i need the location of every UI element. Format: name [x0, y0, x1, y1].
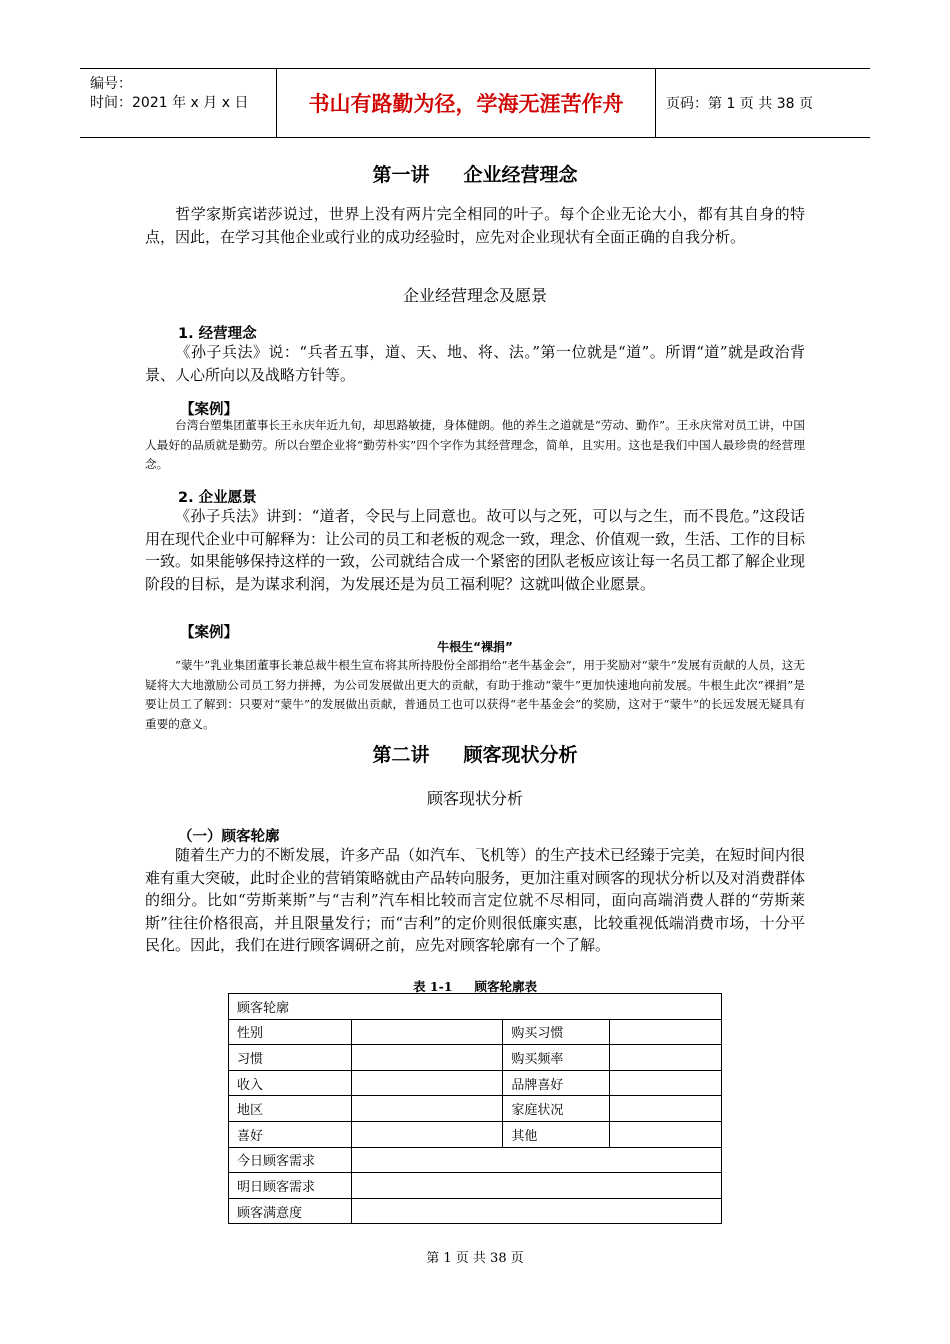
time-label: 时间：2021 年 x 月 x 日	[90, 95, 249, 111]
table-cell: 明日顾客需求	[229, 1173, 352, 1199]
section-heading-philosophy: 1. 经营理念	[178, 326, 257, 342]
lecture1-title-number: 第一讲	[372, 164, 430, 186]
table-cell-empty	[610, 1019, 722, 1045]
vision-text: 《孙子兵法》讲到：“道者，令民与上同意也。故可以与之死，可以与之生，而不畏危。”这段话用在现代企业中可解释为：让公司的员工和老板的观念一致，理念、价值观一致，生活、工作的目标一致。如果能够保持这样的一致，公司就结合成一个紧密的团队老板应该让每一名员工都了解企业现阶段的目标，是为谋求利润，为发展还是为员工福利呢？这就叫做企业愿景。	[145, 507, 806, 593]
table-row	[229, 1045, 722, 1071]
table-cell: 地区	[229, 1096, 352, 1122]
table-row	[229, 1147, 722, 1173]
table-cell-empty	[351, 1070, 503, 1096]
table-row	[229, 1173, 722, 1199]
lecture2-subtitle: 顾客现状分析	[426, 789, 523, 808]
table-row	[229, 1121, 722, 1147]
table-cell-empty	[351, 1096, 503, 1122]
table-cell: 购买频率	[503, 1045, 610, 1071]
table-cell: 今日顾客需求	[229, 1147, 352, 1173]
philosophy-text: 《孙子兵法》说：“兵者五事，道、天、地、将、法。”第一位就是“道”。所谓“道”就是政治背景、人心所向以及战略方针等。	[145, 343, 805, 384]
table-cell-empty	[351, 1019, 503, 1045]
table-cell: 喜好	[229, 1121, 352, 1147]
case2-label: 【案例】	[180, 625, 238, 641]
section-heading-vision: 2. 企业愿景	[178, 490, 257, 506]
customer-profile-table	[228, 993, 722, 1224]
header-meta	[80, 69, 277, 137]
lecture1-title-text: 企业经营理念	[463, 164, 578, 186]
customer-profile-text: 随着生产力的不断发展，许多产品（如汽车、飞机等）的生产技术已经臻于完美，在短时间内很难有重大突破，此时企业的营销策略就由产品转向服务，更加注重对顾客的现状分析以及对消费群体的细分。比如“劳斯莱斯”与“吉利”汽车相比较而言定位就不尽相同，面向高端消费人群的“劳斯莱斯”往往价格很高，并且限量发行；而“吉利”的定价则很低廉实惠，比较重视低端消费市场，十分平民化。因此，我们在进行顾客调研之前，应先对顾客轮廓有一个了解。	[145, 846, 806, 954]
lecture1-subtitle: 企业经营理念及愿景	[402, 286, 547, 305]
table-cell-empty	[351, 1173, 721, 1199]
case2-text: “蒙牛”乳业集团董事长兼总裁牛根生宣布将其所持股份全部捐给“老牛基金会”，用于奖励对“蒙牛”发展有贡献的人员，这无疑将大大地激励公司员工努力拼搏，为公司发展做出更大的贡献，有助于推动“蒙牛”更加快速地向前发展。牛根生此次“裸捐”是要让员工了解到：只要对“蒙牛”的发展做出贡献，普通员工也可以获得“老牛基金会”的奖励，这对于“蒙牛”的长远发展无疑具有重要的意义。	[145, 658, 805, 731]
table-cell: 品牌喜好	[503, 1070, 610, 1096]
case1-label: 【案例】	[180, 402, 238, 418]
table-cell-empty	[351, 1147, 721, 1173]
header-motto: 书山有路勤为径，学海无涯苦作舟	[277, 69, 656, 137]
table-title-cell: 顾客轮廓	[229, 994, 722, 1020]
lecture2-title	[0, 740, 950, 767]
lecture2-title-text: 顾客现状分析	[463, 744, 578, 766]
table-caption: 表 1-1 顾客轮廓表	[413, 979, 537, 994]
table-cell: 其他	[503, 1121, 610, 1147]
table-cell-empty	[610, 1096, 722, 1122]
page-footer: 第 1 页 共 38 页	[426, 1251, 524, 1266]
case1-text: 台湾台塑集团董事长王永庆年近九旬，却思路敏捷，身体健朗。他的养生之道就是“劳动、勤作”。王永庆常对员工讲，中国人最好的品质就是勤劳。所以台塑企业将“勤劳朴实”四个字作为其经营理念，简单，且实用。这也是我们中国人最珍贵的经营理念。	[145, 418, 805, 471]
lecture1-intro: 哲学家斯宾诺莎说过，世界上没有两片完全相同的叶子。每个企业无论大小，都有其自身的特点，因此，在学习其他企业或行业的成功经验时，应先对企业现状有全面正确的自我分析。	[145, 205, 805, 246]
table-row	[229, 1198, 722, 1224]
table-cell: 家庭状况	[503, 1096, 610, 1122]
table-cell: 收入	[229, 1070, 352, 1096]
page-header	[80, 68, 870, 138]
table-row	[229, 1019, 722, 1045]
number-label: 编号：	[90, 76, 132, 92]
table-cell-empty	[351, 1121, 503, 1147]
case2-title: 牛根生“裸捐”	[437, 640, 513, 654]
table-cell-empty	[610, 1045, 722, 1071]
lecture1-title	[0, 160, 950, 187]
table-cell-empty	[610, 1070, 722, 1096]
table-cell-empty	[351, 1045, 503, 1071]
table-cell: 顾客满意度	[229, 1198, 352, 1224]
table-row	[229, 994, 722, 1020]
table-cell-empty	[351, 1198, 721, 1224]
table-cell: 性别	[229, 1019, 352, 1045]
section-heading-customer-profile: （一）顾客轮廓	[178, 829, 280, 845]
table-cell-empty	[610, 1121, 722, 1147]
header-page-info: 页码：第 1 页 共 38 页	[666, 96, 813, 112]
table-row	[229, 1096, 722, 1122]
lecture2-title-number: 第二讲	[372, 744, 430, 766]
table-cell: 习惯	[229, 1045, 352, 1071]
table-row	[229, 1070, 722, 1096]
table-cell: 购买习惯	[503, 1019, 610, 1045]
